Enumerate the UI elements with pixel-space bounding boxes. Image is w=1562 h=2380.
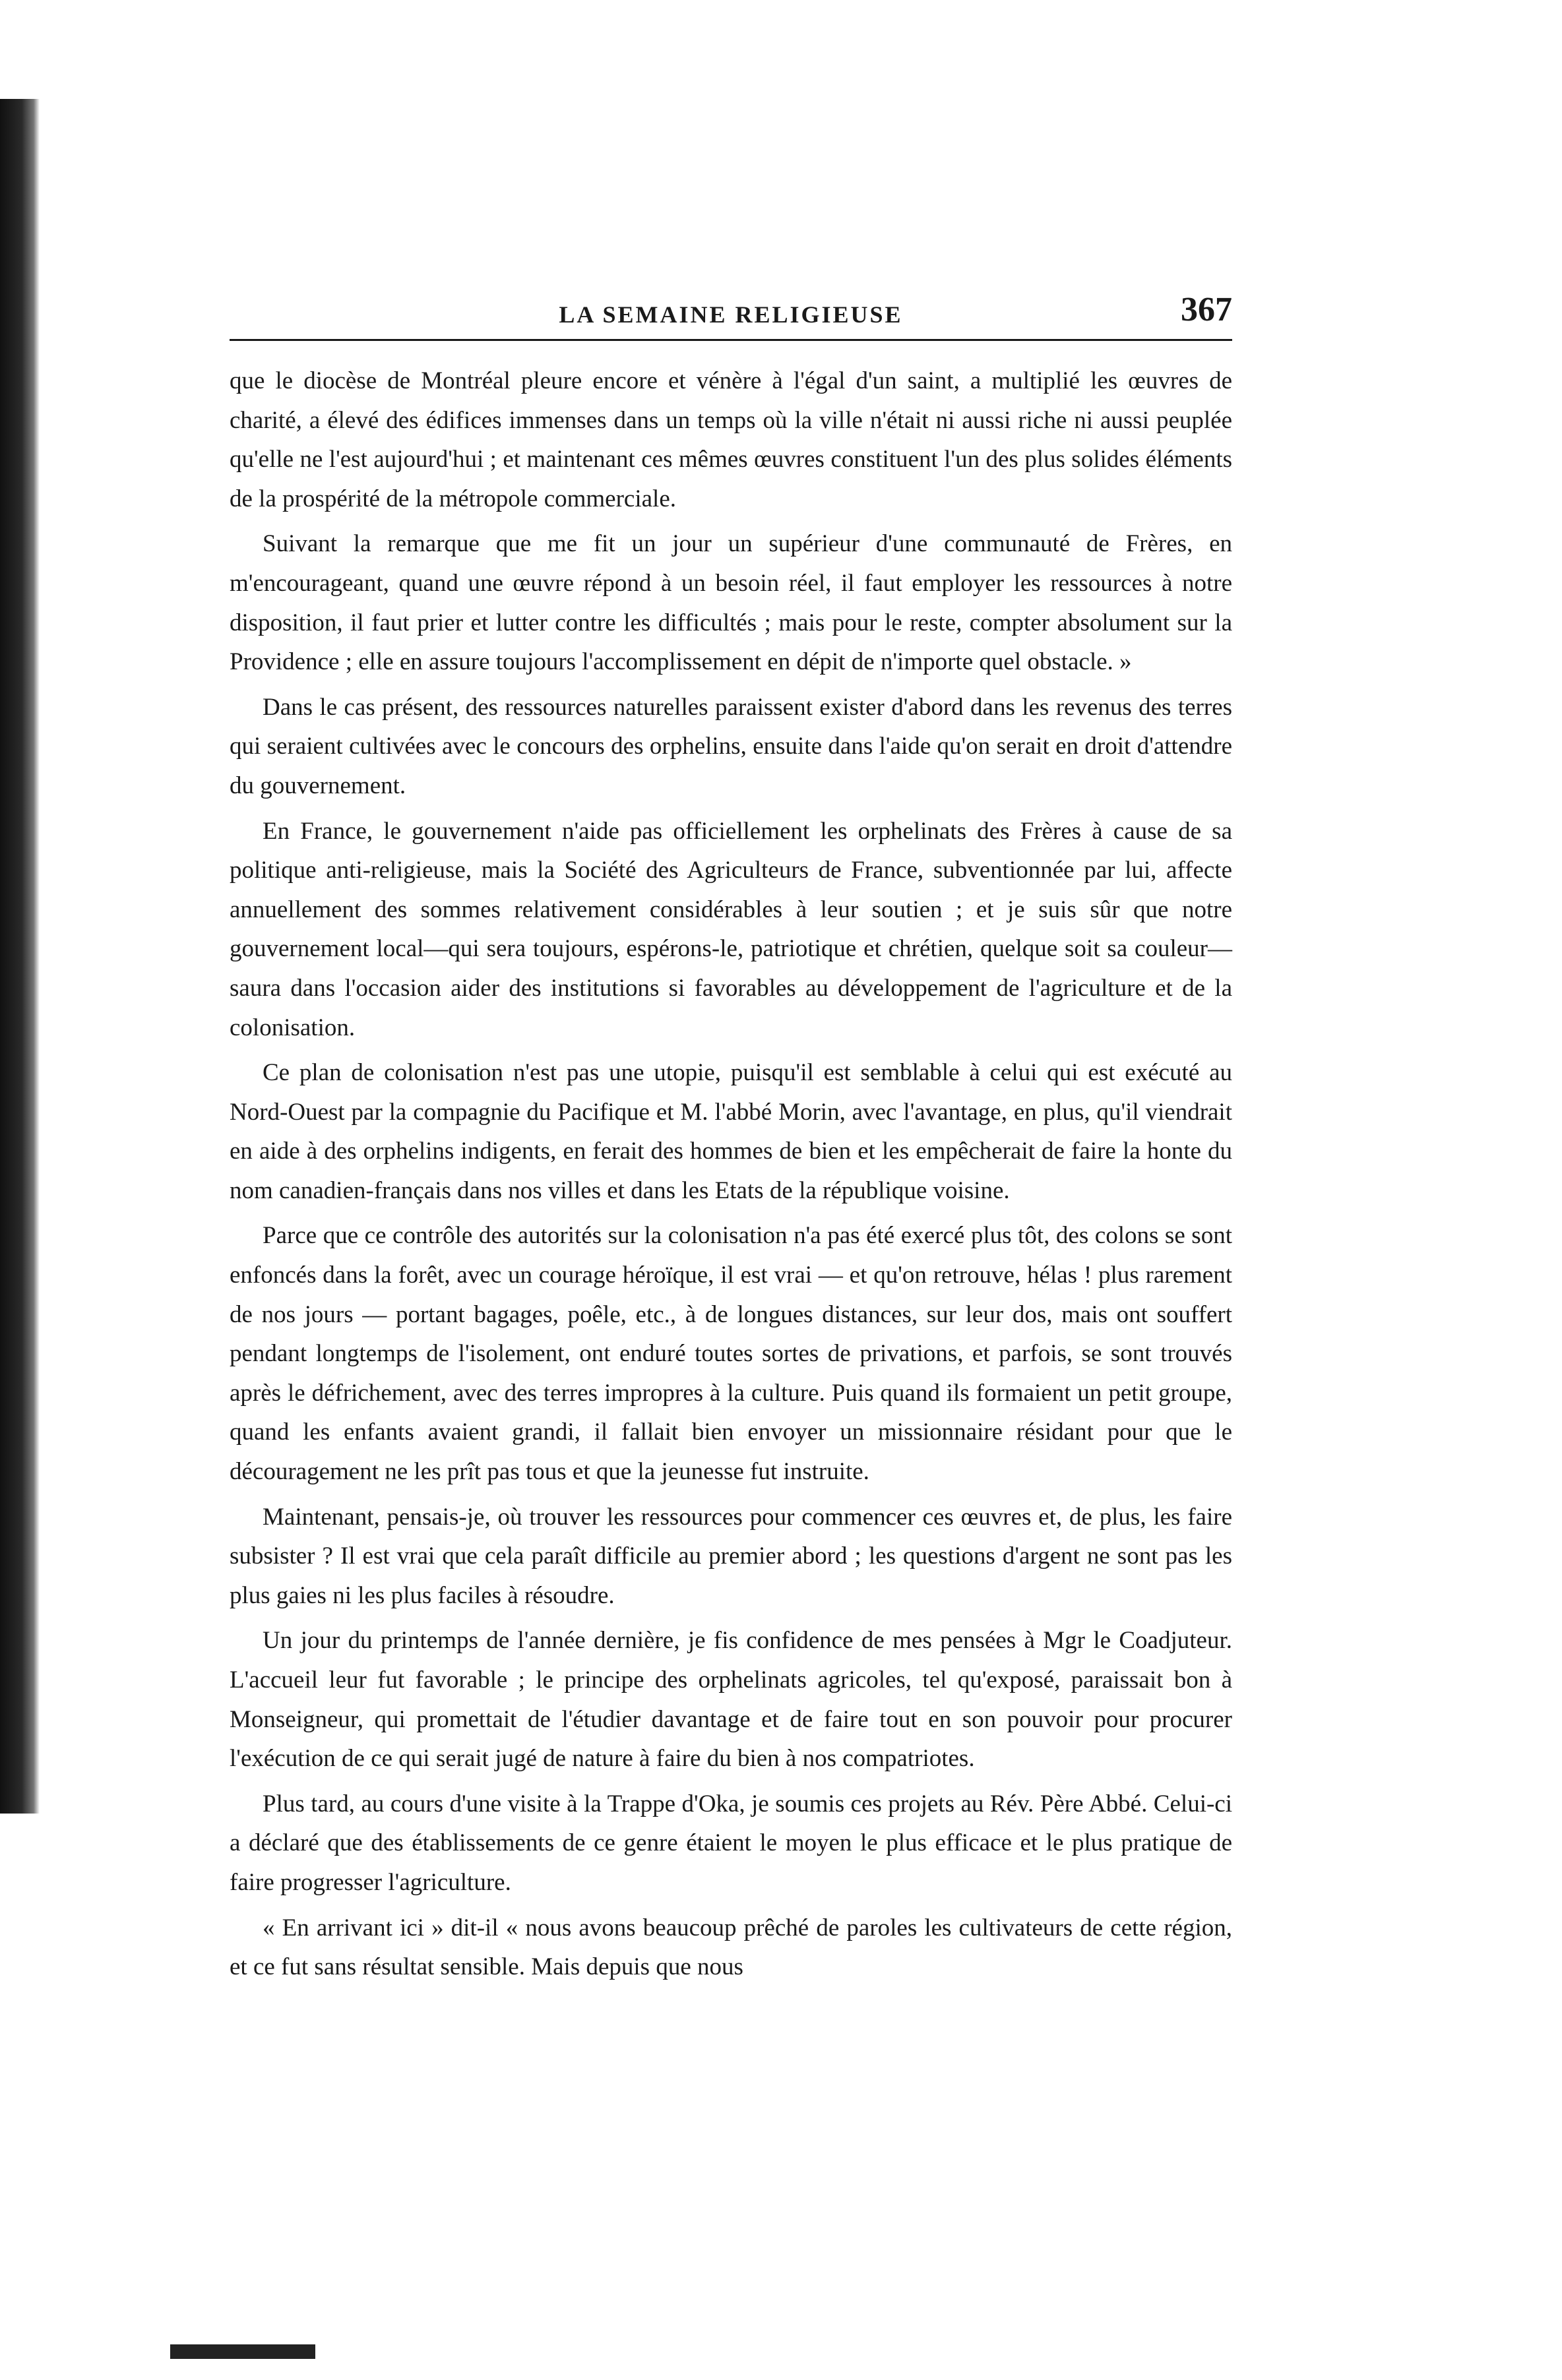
paragraph: Ce plan de colonisation n'est pas une utopie, puisqu'il est semblable à celui qui est exécuté au Nord-Ouest par la compagnie du Pacifique et M. l'abbé Morin, avec l'avantage, en plus, qu'il viendrait en aide à des orphelins indigents, en ferait des hommes de bien et les empêcherait de faire la honte du nom canadien-français dans nos villes et dans les Etats de la république voisine. [230, 1059, 1232, 1204]
scan-binding-edge [0, 99, 40, 1814]
page-number: 367 [1181, 291, 1232, 328]
page-header [230, 277, 1232, 350]
paragraph: Dans le cas présent, des ressources naturelles paraissent exister d'abord dans les revenus des terres qui seraient cultivées avec le concours des orphelins, ensuite dans l'aide qu'on serait en droit d'attendre du gouvernement. [230, 693, 1232, 799]
header-rule [230, 339, 1232, 341]
paragraph: En France, le gouvernement n'aide pas officiellement les orphelinats des Frères à cause de sa politique anti-religieuse, mais la Société des Agriculteurs de France, subventionnée par lui, affecte annuellement des sommes relativement considérables à leur soutien ; et je suis sûr que notre gouvernement local—qui sera toujours, espérons-le, patriotique et chrétien, quelque soit sa couleur—saura dans l'occasion aider des institutions si favorables au développement de l'agriculture et de la colonisation. [230, 817, 1232, 1041]
paragraph: Suivant la remarque que me fit un jour un supérieur d'une communauté de Frères, en m'encourageant, quand une œuvre répond à un besoin réel, il faut employer les ressources à notre disposition, il faut prier et lutter contre les difficultés ; mais pour le reste, compter absolument sur la Providence ; elle en assure toujours l'accomplissement en dépit de n'importe quel obstacle. » [230, 530, 1232, 676]
body-text [230, 361, 1232, 1993]
running-title: LA SEMAINE RELIGIEUSE [559, 301, 903, 328]
scan-bottom-mark [170, 2344, 315, 2359]
paragraph: Plus tard, au cours d'une visite à la Trappe d'Oka, je soumis ces projets au Rév. Père Abbé. Celui-ci a déclaré que des établissements de ce genre étaient le moyen le plus efficace et le plus pratique de faire progresser l'agriculture. [230, 1790, 1232, 1896]
paragraph: Parce que ce contrôle des autorités sur la colonisation n'a pas été exercé plus tôt, des colons se sont enfoncés dans la forêt, avec un courage héroïque, il est vrai — et qu'on retrouve, hélas ! plus rarement de nos jours — portant bagages, poêle, etc., à de longues distances, sur leur dos, mais ont souffert pendant longtemps de l'isolement, ont enduré toutes sortes de privations, et parfois, se sont trouvés après le défrichement, avec des terres impropres à la culture. Puis quand ils formaient un petit groupe, quand les enfants avaient grandi, il fallait bien envoyer un missionnaire résidant pour que le découragement ne les prît pas tous et que la jeunesse fut instruite. [230, 1222, 1232, 1486]
paragraph: que le diocèse de Montréal pleure encore et vénère à l'égal d'un saint, a multiplié les œuvres de charité, a élevé des édifices immenses dans un temps où la ville n'était ni aussi riche ni aussi peuplée qu'elle ne l'est aujourd'hui ; et maintenant ces mêmes œuvres constituent l'un des plus solides éléments de la prospérité de la métropole commerciale. [230, 367, 1232, 512]
paragraph: « En arrivant ici » dit-il « nous avons beaucoup prêché de paroles les cultivateurs de cette région, et ce fut sans résultat sensible. Mais depuis que nous [230, 1914, 1232, 1981]
paragraph: Un jour du printemps de l'année dernière, je fis confidence de mes pensées à Mgr le Coadjuteur. L'accueil leur fut favorable ; le principe des orphelinats agricoles, tel qu'exposé, paraissait bon à Monseigneur, qui promettait de l'étudier davantage et de faire tout en son pouvoir pour procurer l'exécution de ce qui serait jugé de nature à faire du bien à nos compatriotes. [230, 1627, 1232, 1773]
paragraph: Maintenant, pensais-je, où trouver les ressources pour commencer ces œuvres et, de plus, les faire subsister ? Il est vrai que cela paraît difficile au premier abord ; les questions d'argent ne sont pas les plus gaies ni les plus faciles à résoudre. [230, 1503, 1232, 1609]
